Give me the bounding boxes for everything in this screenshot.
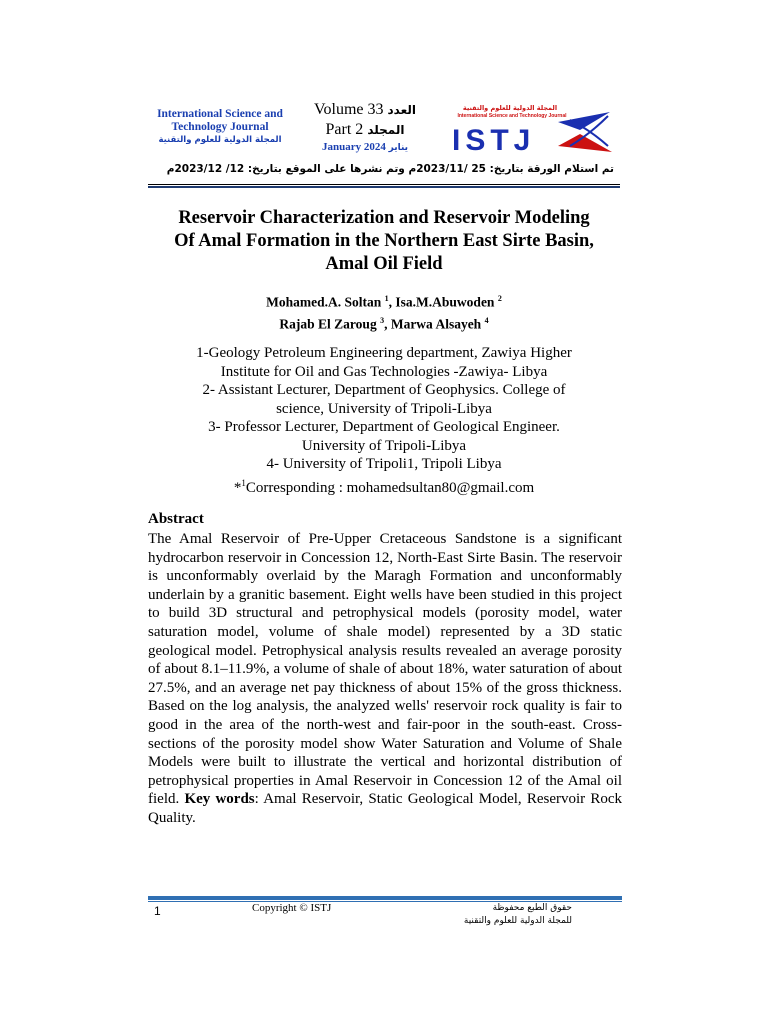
affiliation-line: Institute for Oil and Gas Technologies -Zawiya- Libya xyxy=(220,363,548,380)
copyright-arabic: حقوق الطبع محفوظة للمجلة الدولية للعلوم والتقنية xyxy=(463,903,572,926)
footer-rule xyxy=(148,896,622,900)
author-list xyxy=(140,290,628,333)
author-affil-marker: 2 xyxy=(497,294,502,303)
volume-number: Volume 33 xyxy=(314,101,384,118)
volume-arabic: العدد xyxy=(387,103,416,117)
logo-subtitle-english: International Science and Technology Journal xyxy=(457,113,567,119)
logo-subtitle-arabic: المجلة الدولية للعلوم والتقنية xyxy=(462,104,558,112)
part-arabic: المجلد xyxy=(367,123,405,137)
author-name: Mohamed.A. Soltan xyxy=(266,294,385,310)
journal-name-line1: International Science and xyxy=(157,108,283,120)
abstract-body xyxy=(148,530,622,828)
title-line: Reservoir Characterization and Reservoir Modeling xyxy=(178,208,590,228)
logo-text: ISTJ xyxy=(452,124,536,157)
journal-name-arabic: المجلة الدولية للعلوم والتقنية xyxy=(158,135,282,145)
volume-block xyxy=(300,100,430,156)
affiliation-line: 2- Assistant Lecturer, Department of Geophysics. College of xyxy=(202,382,566,398)
title-line: Of Amal Formation in the Northern East Sirte Basin, xyxy=(174,231,594,251)
author-name: Rajab El Zaroug xyxy=(279,316,381,331)
author-affil-marker: 1 xyxy=(384,294,389,303)
affiliation-line: science, University of Tripoli-Libya xyxy=(276,400,492,417)
affiliation-line: 1-Geology Petroleum Engineering department, Zawiya Higher xyxy=(196,345,572,361)
header-rule-thick xyxy=(148,186,620,188)
author-name: , Marwa Alsayeh xyxy=(384,316,485,331)
corresponding-email: Corresponding : mohamedsultan80@gmail.com xyxy=(245,479,535,496)
issue-date: January 2024 xyxy=(321,141,386,153)
abstract-text: The Amal Reservoir of Pre-Upper Cretaceous Sandstone is a significant hydrocarbon reservoir in Concession 12, North-East Sirte Basin. The reservoir is unconformably overlaid by the Maragh Formation and unconformably underlain by a granitic basement. Eight wells have been studied in this project to build 3D structural and petrophysical models (porosity model, water saturation model, volume of shale model) represented by a 3D static geological model. Petrophysical analysis results revealed an average porosity of about 8.1–11.9%, a volume of shale of about 18%, water saturation of about 27.5%, and an average net pay thickness of about 15% of the gross thickness. Based on the log analysis, the analyzed wells' reservoir rock quality is fair to good in the area of the north-west and fair-poor in the south-east. Cross-sections of the porosity model show Water Saturation and Volume of Shale Models were built to illustrate the vertical and horizontal distribution of petrophysical properties in Amal Reservoir in Concession 12 of the Amal oil field. xyxy=(148,531,622,808)
author-affil-marker: 4 xyxy=(484,315,489,325)
keywords-label: Key words xyxy=(184,791,255,808)
author-name: , Isa.M.Abuwoden xyxy=(388,294,498,310)
author-affil-marker: 3 xyxy=(380,315,385,325)
abstract-heading: Abstract xyxy=(148,511,204,527)
title-line: Amal Oil Field xyxy=(325,254,443,274)
keywords-text: : Amal Reservoir, Static Geological Model, Reservoir Rock Quality. xyxy=(148,791,623,826)
issue-date-arabic: يناير xyxy=(388,143,409,153)
copyright-text: Copyright © ISTJ xyxy=(252,902,332,914)
header-rule xyxy=(148,184,620,185)
affiliation-line: 3- Professor Lecturer, Department of Geological Engineer. xyxy=(208,419,560,435)
page-number: 1 xyxy=(154,904,161,918)
journal-name-line2: Technology Journal xyxy=(171,121,269,133)
part-number: Part 2 xyxy=(325,121,364,138)
affiliations xyxy=(140,344,628,497)
corresponding-author: *$^1$Corresponding : mohamedsultan80@gmail.com xyxy=(233,477,535,496)
journal-name xyxy=(150,108,290,147)
affiliation-line: 4- University of Tripoli1, Tripoli Libya xyxy=(266,456,502,472)
received-date-line: تم استلام الورقة بتاريخ: 25 /2023/11م وتم نشرها على الموقع بتاريخ: 12/ 2023/12م xyxy=(166,163,614,175)
paper-title xyxy=(140,207,628,276)
affiliation-line: University of Tripoli-Libya xyxy=(301,437,467,454)
